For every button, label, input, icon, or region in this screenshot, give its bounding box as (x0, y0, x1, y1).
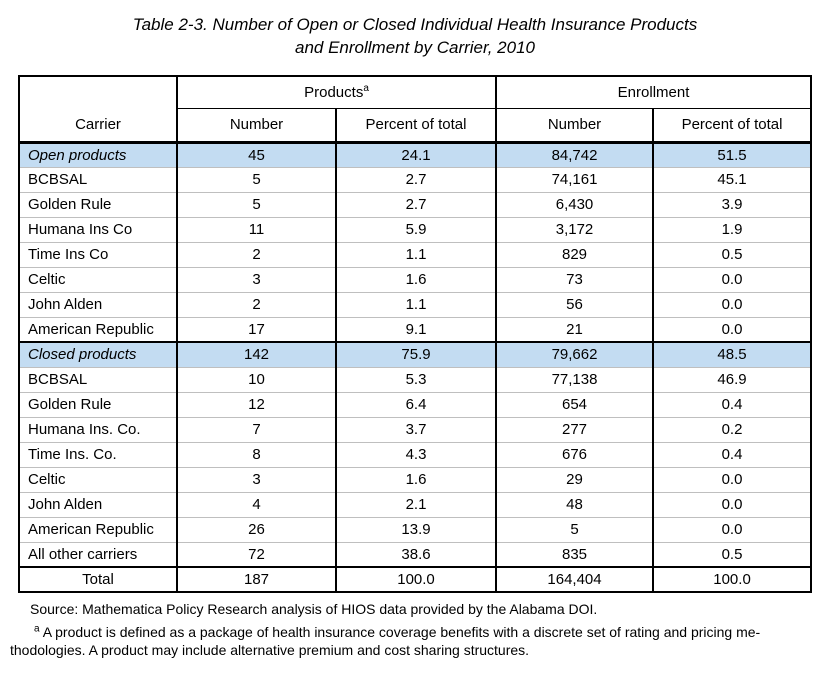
table-row (19, 292, 811, 317)
enrollment-percent-cell: 0.0 (653, 267, 811, 292)
products-number-cell: 5 (177, 192, 336, 217)
carrier-cell: Humana Ins. Co. (19, 417, 177, 442)
enrollment-number-cell: 829 (496, 242, 653, 267)
products-number-cell: 45 (177, 142, 336, 167)
products-number-cell: 3 (177, 467, 336, 492)
table-row (19, 517, 811, 542)
carrier-cell: American Republic (19, 517, 177, 542)
products-percent-cell: 2.7 (336, 192, 496, 217)
enrollment-percent-cell: 45.1 (653, 167, 811, 192)
enrollment-percent-cell: 0.4 (653, 442, 811, 467)
products-percent-cell: 5.3 (336, 367, 496, 392)
enrollment-number-cell: 5 (496, 517, 653, 542)
products-percent-cell: 24.1 (336, 142, 496, 167)
products-percent-cell: 1.1 (336, 242, 496, 267)
products-percent-cell: 2.7 (336, 167, 496, 192)
enrollment-percent-cell: 48.5 (653, 342, 811, 367)
products-number-cell: 12 (177, 392, 336, 417)
carrier-cell: John Alden (19, 492, 177, 517)
table-row (19, 542, 811, 567)
enrollment-number-cell: 79,662 (496, 342, 653, 367)
enrollment-percent-cell: 0.4 (653, 392, 811, 417)
carrier-cell: Time Ins Co (19, 242, 177, 267)
table-row (19, 192, 811, 217)
table-row (19, 217, 811, 242)
enrollment-percent-cell: 0.0 (653, 517, 811, 542)
enrollment-number-cell: 77,138 (496, 367, 653, 392)
carrier-cell: Golden Rule (19, 192, 177, 217)
products-number-cell: 2 (177, 242, 336, 267)
footnote (10, 623, 830, 659)
column-group-products (177, 76, 496, 108)
products-percent-cell: 5.9 (336, 217, 496, 242)
carrier-cell: Celtic (19, 467, 177, 492)
enrollment-percent-cell: 0.0 (653, 492, 811, 517)
enrollment-number-cell: 29 (496, 467, 653, 492)
table-body (19, 142, 811, 592)
table-row (19, 392, 811, 417)
table-row (19, 242, 811, 267)
carrier-cell: Open products (19, 142, 177, 167)
products-percent-cell: 38.6 (336, 542, 496, 567)
enrollment-number-cell: 74,161 (496, 167, 653, 192)
products-footnote-marker: a (363, 82, 369, 94)
enrollment-number-cell: 164,404 (496, 567, 653, 592)
carrier-cell: John Alden (19, 292, 177, 317)
enrollment-number-cell: 73 (496, 267, 653, 292)
group-header-row (19, 76, 811, 108)
products-percent-cell: 13.9 (336, 517, 496, 542)
products-number-cell: 10 (177, 367, 336, 392)
products-number-cell: 7 (177, 417, 336, 442)
enrollment-percent-cell: 1.9 (653, 217, 811, 242)
table-title-line2: and Enrollment by Carrier, 2010 (294, 38, 536, 57)
enrollment-percent-cell: 0.0 (653, 292, 811, 317)
source-note: Source: Mathematica Policy Research analysis of HIOS data provided by the Alabama DOI. (30, 601, 598, 617)
enrollment-percent-cell: 3.9 (653, 192, 811, 217)
enrollment-number-cell: 84,742 (496, 142, 653, 167)
enrollment-percent-cell: 46.9 (653, 367, 811, 392)
products-number-cell: 5 (177, 167, 336, 192)
table-header (19, 76, 811, 142)
enrollment-number-cell: 676 (496, 442, 653, 467)
products-percent-cell: 1.1 (336, 292, 496, 317)
enrollment-percent-cell: 0.0 (653, 467, 811, 492)
table-row (19, 267, 811, 292)
footnote-marker: a (34, 623, 40, 635)
products-number-cell: 142 (177, 342, 336, 367)
enrollment-number-cell: 654 (496, 392, 653, 417)
products-group-label: Products (304, 83, 364, 101)
products-number-cell: 2 (177, 292, 336, 317)
enrollment-percent-cell: 0.5 (653, 242, 811, 267)
carrier-cell: Closed products (19, 342, 177, 367)
data-table (18, 75, 812, 593)
enrollment-number-cell: 48 (496, 492, 653, 517)
carrier-cell: Celtic (19, 267, 177, 292)
enrollment-number-cell: 277 (496, 417, 653, 442)
footnote-line2: thodologies. A product may include alternative premium and cost sharing structures. (10, 642, 530, 658)
products-number-cell: 26 (177, 517, 336, 542)
enrollment-number-cell: 21 (496, 317, 653, 342)
products-number-cell: 17 (177, 317, 336, 342)
products-percent-cell: 4.3 (336, 442, 496, 467)
table-row (19, 317, 811, 342)
enrollment-number-cell: 3,172 (496, 217, 653, 242)
products-percent-cell: 1.6 (336, 467, 496, 492)
carrier-cell: All other carriers (19, 542, 177, 567)
enrollment-percent-cell: 100.0 (653, 567, 811, 592)
products-number-cell: 8 (177, 442, 336, 467)
column-group-enrollment: Enrollment (496, 76, 811, 108)
table-row (19, 567, 811, 592)
products-percent-cell: 6.4 (336, 392, 496, 417)
column-header-enrollment-percent: Percent of total (653, 108, 811, 142)
carrier-cell: Total (19, 567, 177, 592)
products-percent-cell: 2.1 (336, 492, 496, 517)
products-number-cell: 4 (177, 492, 336, 517)
products-number-cell: 3 (177, 267, 336, 292)
enrollment-percent-cell: 0.0 (653, 317, 811, 342)
products-number-cell: 72 (177, 542, 336, 567)
products-percent-cell: 75.9 (336, 342, 496, 367)
column-header-carrier: Carrier (19, 76, 177, 142)
column-header-products-percent: Percent of total (336, 108, 496, 142)
carrier-cell: American Republic (19, 317, 177, 342)
products-percent-cell: 9.1 (336, 317, 496, 342)
table-row (19, 367, 811, 392)
column-header-enrollment-number: Number (496, 108, 653, 142)
table-row (19, 467, 811, 492)
table-title-line1: Table 2-3. Number of Open or Closed Individual Health Insurance Products (132, 15, 698, 34)
table-row (19, 442, 811, 467)
table-title (0, 0, 830, 59)
enrollment-percent-cell: 0.2 (653, 417, 811, 442)
products-percent-cell: 1.6 (336, 267, 496, 292)
carrier-cell: BCBSAL (19, 367, 177, 392)
carrier-cell: Humana Ins Co (19, 217, 177, 242)
products-percent-cell: 3.7 (336, 417, 496, 442)
carrier-cell: BCBSAL (19, 167, 177, 192)
table-row (19, 342, 811, 367)
enrollment-number-cell: 6,430 (496, 192, 653, 217)
enrollment-number-cell: 56 (496, 292, 653, 317)
table-row (19, 142, 811, 167)
carrier-cell: Golden Rule (19, 392, 177, 417)
table-row (19, 417, 811, 442)
enrollment-percent-cell: 51.5 (653, 142, 811, 167)
products-number-cell: 11 (177, 217, 336, 242)
products-percent-cell: 100.0 (336, 567, 496, 592)
enrollment-percent-cell: 0.5 (653, 542, 811, 567)
table-row (19, 167, 811, 192)
column-header-products-number: Number (177, 108, 336, 142)
products-number-cell: 187 (177, 567, 336, 592)
table-row (19, 492, 811, 517)
enrollment-number-cell: 835 (496, 542, 653, 567)
carrier-cell: Time Ins. Co. (19, 442, 177, 467)
footnote-line1: $^a$ A product is defined as a package of health insurance coverage benefits with a discrete set of rating and pricing me- (34, 623, 761, 640)
table-footer (10, 601, 830, 659)
